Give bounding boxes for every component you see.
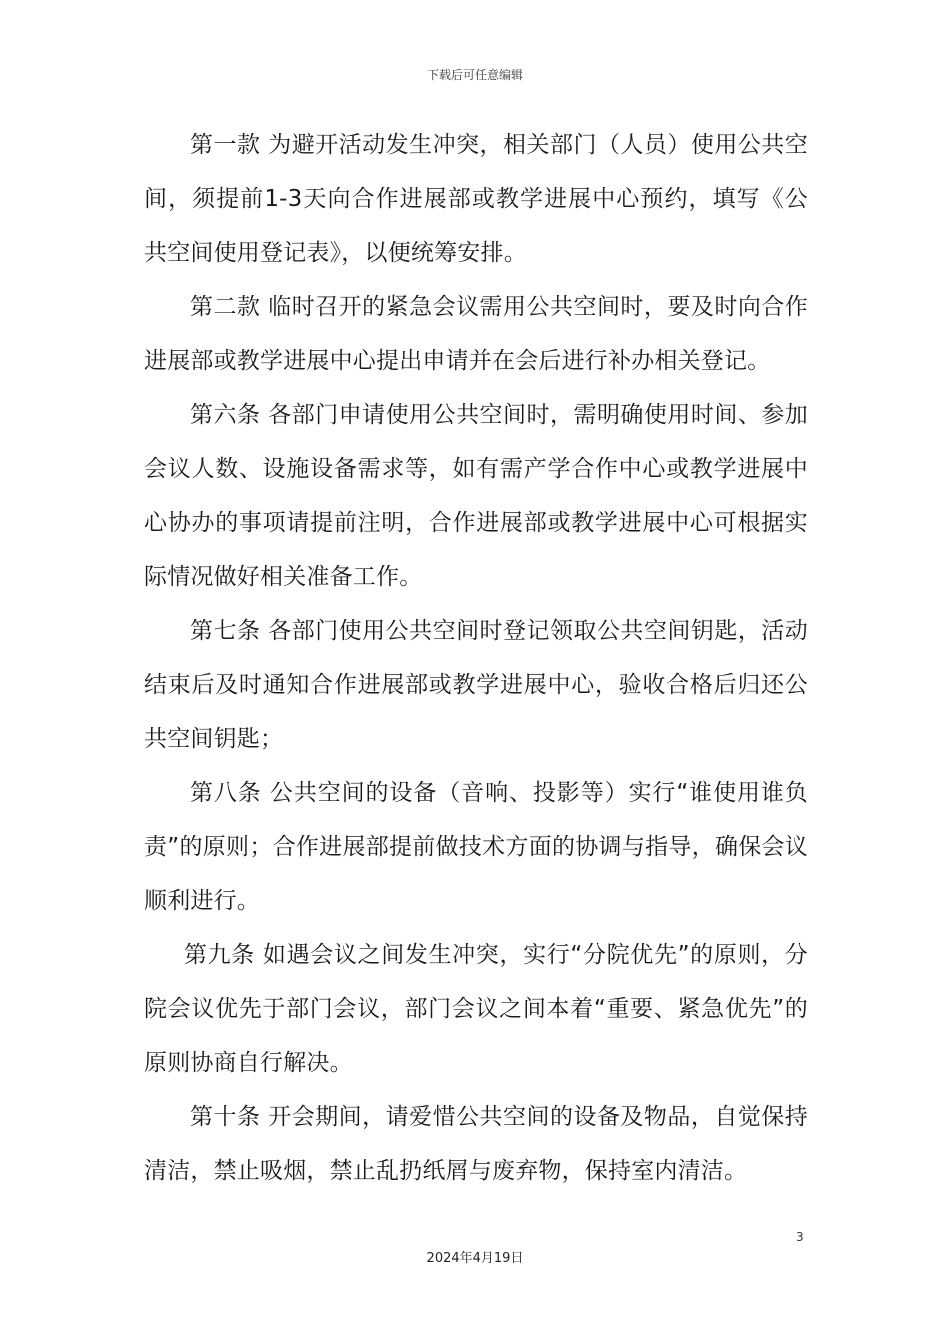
page-number: 3 [796,1230,804,1244]
document-body [144,118,808,1198]
paragraph-article-1-clause-2: 第二款 临时召开的紧急会议需用公共空间时，要及时向合作进展部或教学进展中心提出申请并在会后进行补办相关登记。 [144,294,808,374]
footer-date: 2024年4月19日 [426,1251,524,1266]
paragraph-article-10: 第十条 开会期间，请爱惜公共空间的设备及物品，自觉保持清洁，禁止吸烟，禁止乱扔纸屑与废弃物，保持室内清洁。 [144,1104,808,1184]
paragraph-article-6: 第六条 各部门申请使用公共空间时，需明确使用时间、参加会议人数、设施设备需求等，如有需产学合作中心或教学进展中心协办的事项请提前注明，合作进展部或教学进展中心可根据实际情况做好相关准备工作。 [144,402,808,590]
paragraph-article-7: 第七条 各部门使用公共空间时登记领取公共空间钥匙，活动结束后及时通知合作进展部或教学进展中心，验收合格后归还公共空间钥匙； [144,618,808,752]
paragraph-article-8: 第八条 公共空间的设备（音响、投影等）实行“谁使用谁负责”的原则；合作进展部提前做技术方面的协调与指导，确保会议顺利进行。 [144,780,808,914]
paragraph-article-1-clause-1: 第一款 为避开活动发生冲突，相关部门（人员）使用公共空间，须提前1-3天向合作进展部或教学进展中心预约，填写《公共空间使用登记表》，以便统筹安排。 [144,132,808,266]
paragraph-article-9: 第九条 如遇会议之间发生冲突，实行“分院优先”的原则，分院会议优先于部门会议，部门会议之间本着“重要、紧急优先”的原则协商自行解决。 [144,942,808,1076]
page-header: 下载后可任意编辑 [426,68,523,82]
